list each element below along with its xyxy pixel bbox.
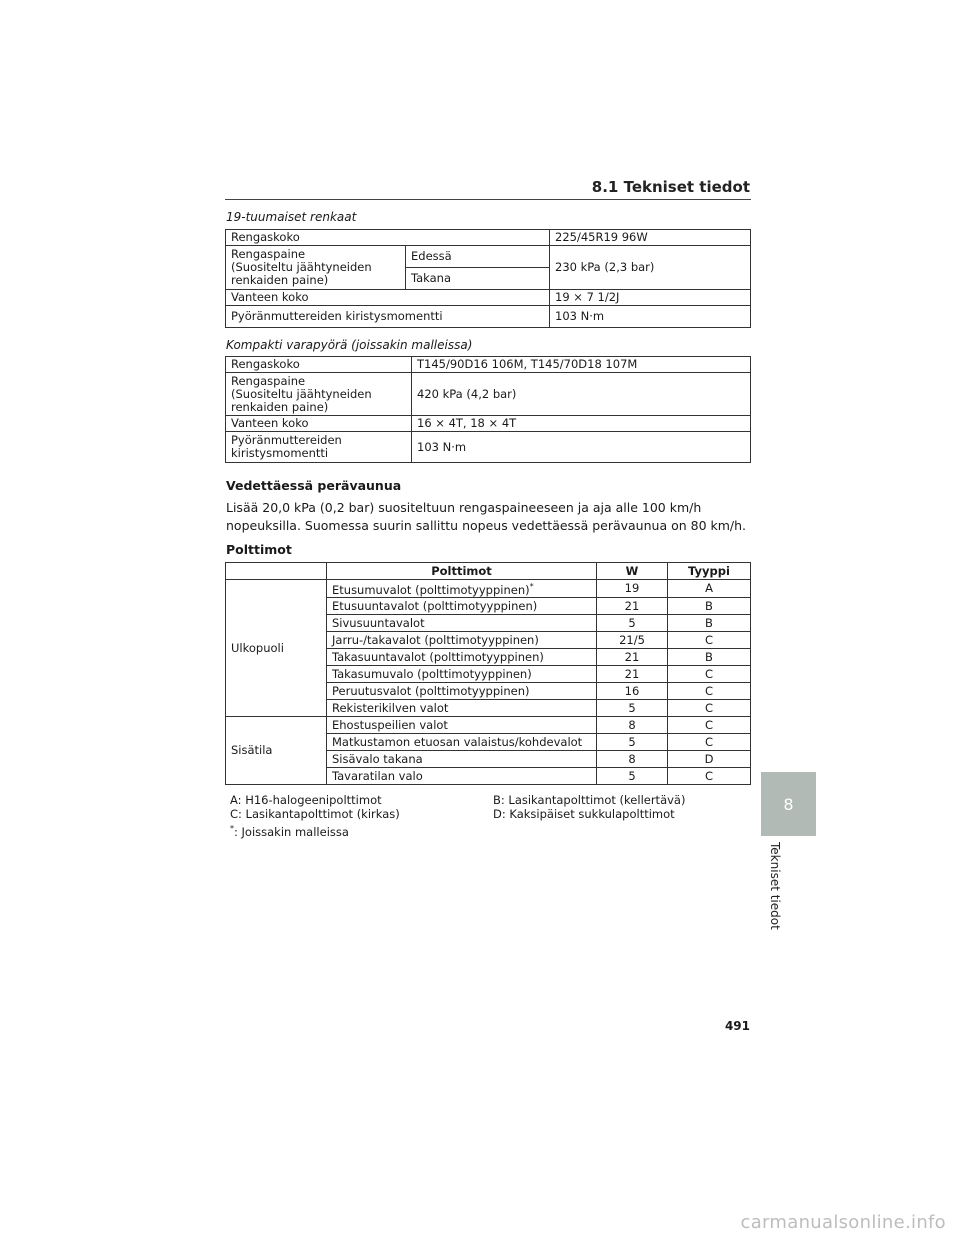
- bulb-type: C: [668, 631, 751, 648]
- header-w: W: [597, 563, 668, 580]
- spare-table: [225, 356, 751, 463]
- table-row: [226, 246, 751, 268]
- tires19-size-value: 225/45R19 96W: [550, 230, 751, 246]
- bulb-name-text: Jarru-/takavalot (polttimotyyppinen): [332, 632, 539, 647]
- bulb-name: [327, 631, 597, 648]
- header-empty-cell: [226, 563, 327, 580]
- footnote-star: *: [230, 824, 234, 833]
- bulb-name-text: Etusuuntavalot (polttimotyyppinen): [332, 598, 538, 613]
- spare-pressure-value: 420 kPa (4,2 bar): [412, 373, 751, 416]
- note-star-text: : Joissakin malleissa: [234, 824, 349, 839]
- table-row: [226, 306, 751, 328]
- bulb-name: [327, 580, 597, 598]
- chapter-number: 8: [783, 794, 794, 814]
- bulb-name-text: Takasumuvalo (polttimotyyppinen): [332, 666, 532, 681]
- bulbs-heading: Polttimot: [226, 542, 292, 557]
- bulbs-table: [225, 562, 751, 785]
- tires19-table: [225, 229, 751, 328]
- exterior-group-label: Ulkopuoli: [226, 580, 327, 717]
- bulb-watts: 21: [597, 648, 668, 665]
- header-type: Tyyppi: [668, 563, 751, 580]
- tires19-title: 19-tuumaiset renkaat: [226, 210, 357, 224]
- bulb-name-text: Takasuuntavalot (polttimotyyppinen): [332, 649, 544, 664]
- spare-size-label: Rengaskoko: [226, 357, 412, 373]
- spare-rim-label: Vanteen koko: [226, 416, 412, 432]
- page-header-title: 8.1 Tekniset tiedot: [591, 178, 750, 196]
- bulb-name: [327, 750, 597, 767]
- bulb-name-text: Rekisterikilven valot: [332, 700, 449, 715]
- tires19-torque-label: Pyöränmuttereiden kiristysmomentti: [226, 306, 550, 328]
- bulb-name-text: Tavaratilan valo: [332, 768, 423, 783]
- bulb-name: [327, 733, 597, 750]
- table-row: [226, 290, 751, 306]
- watermark: carmanualsonline.info: [740, 1212, 946, 1233]
- tires19-pressure-value: 230 kPa (2,3 bar): [550, 246, 751, 290]
- tires19-front-label: Edessä: [406, 246, 550, 268]
- trailer-heading: Vedettäessä perävaunua: [226, 478, 402, 493]
- tires19-pressure-label: Rengaspaine (Suositeltu jäähtyneiden renkaiden paine): [226, 246, 406, 290]
- bulb-type: C: [668, 716, 751, 733]
- note-a: A: H16-halogeenipolttimot: [230, 793, 382, 807]
- bulb-watts: 19: [597, 580, 668, 598]
- interior-group-label: Sisätila: [226, 716, 327, 784]
- bulb-name: [327, 716, 597, 733]
- header-bulbs: Polttimot: [327, 563, 597, 580]
- bulb-type: C: [668, 682, 751, 699]
- bulb-type: D: [668, 750, 751, 767]
- note-c: C: Lasikantapolttimot (kirkas): [230, 807, 400, 821]
- note-star: [230, 822, 349, 839]
- table-row: [226, 580, 751, 598]
- note-d: D: Kaksipäiset sukkulapolttimot: [493, 807, 675, 821]
- bulb-type: C: [668, 665, 751, 682]
- bulb-watts: 5: [597, 733, 668, 750]
- tires19-rim-label: Vanteen koko: [226, 290, 550, 306]
- spare-torque-label: Pyöränmuttereiden kiristysmomentti: [226, 432, 412, 463]
- bulb-name-text: Peruutusvalot (polttimotyyppinen): [332, 683, 530, 698]
- bulb-name-text: Sisävalo takana: [332, 751, 423, 766]
- bulb-watts: 21: [597, 597, 668, 614]
- spare-rim-value: 16 × 4T, 18 × 4T: [412, 416, 751, 432]
- table-row: [226, 230, 751, 246]
- bulb-watts: 16: [597, 682, 668, 699]
- bulb-name: [327, 665, 597, 682]
- trailer-text: Lisää 20,0 kPa (0,2 bar) suositeltuun rengaspaineeseen ja aja alle 100 km/h nopeuksilla. Suomessa suurin sallittu nopeus vedettäessä perävaunua on 80 km/h.: [226, 500, 747, 533]
- tires19-rear-label: Takana: [406, 268, 550, 290]
- bulb-name: [327, 597, 597, 614]
- table-row: [226, 716, 751, 733]
- table-row: [226, 357, 751, 373]
- bulb-name-text: Etusumuvalot (polttimotyyppinen): [332, 582, 530, 597]
- bulb-watts: 8: [597, 716, 668, 733]
- bulb-type: C: [668, 733, 751, 750]
- spare-title: Kompakti varapyörä (joissakin malleissa): [226, 338, 473, 352]
- bulb-name-text: Ehostuspeilien valot: [332, 717, 448, 732]
- spare-pressure-label: Rengaspaine (Suositeltu jäähtyneiden renkaiden paine): [226, 373, 412, 416]
- table-header-row: [226, 563, 751, 580]
- table-row: [226, 432, 751, 463]
- tires19-torque-value: 103 N·m: [550, 306, 751, 328]
- bulb-watts: 5: [597, 614, 668, 631]
- bulb-watts: 21/5: [597, 631, 668, 648]
- header-divider: [225, 199, 751, 200]
- bulb-name-text: Matkustamon etuosan valaistus/kohdevalot: [332, 734, 583, 749]
- note-b: B: Lasikantapolttimot (kellertävä): [493, 793, 686, 807]
- bulb-name-text: Sivusuuntavalot: [332, 615, 425, 630]
- page-number: 491: [724, 1019, 750, 1033]
- bulb-name: [327, 682, 597, 699]
- bulb-name: [327, 614, 597, 631]
- bulb-watts: 8: [597, 750, 668, 767]
- tires19-rim-value: 19 × 7 1/2J: [550, 290, 751, 306]
- bulb-type: B: [668, 648, 751, 665]
- spare-size-value: T145/90D16 106M, T145/70D18 107M: [412, 357, 751, 373]
- bulb-watts: 5: [597, 767, 668, 784]
- bulb-name: [327, 648, 597, 665]
- bulb-name: [327, 767, 597, 784]
- bulb-type: B: [668, 597, 751, 614]
- spare-torque-value: 103 N·m: [412, 432, 751, 463]
- bulb-type: B: [668, 614, 751, 631]
- bulb-name: [327, 699, 597, 716]
- tires19-size-label: Rengaskoko: [226, 230, 550, 246]
- bulb-type: A: [668, 580, 751, 598]
- footnote-star: *: [529, 582, 534, 591]
- chapter-label: Tekniset tiedot: [768, 842, 782, 930]
- bulb-watts: 21: [597, 665, 668, 682]
- table-row: [226, 373, 751, 416]
- table-row: [226, 416, 751, 432]
- bulb-watts: 5: [597, 699, 668, 716]
- chapter-tab[interactable]: [761, 772, 816, 836]
- bulb-type: C: [668, 699, 751, 716]
- bulb-type: C: [668, 767, 751, 784]
